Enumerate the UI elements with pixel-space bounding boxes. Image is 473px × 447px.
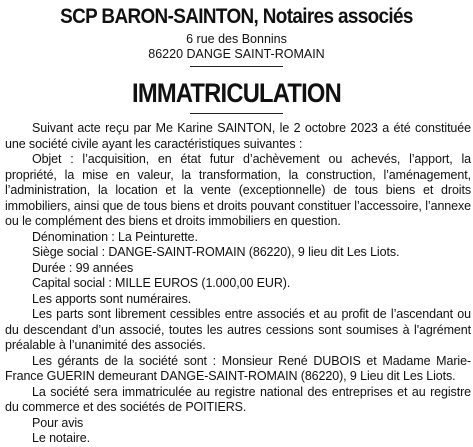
signature-line: Le notaire. <box>32 431 90 445</box>
apports-line: Les apports sont numéraires. <box>32 291 192 306</box>
divider <box>190 66 283 67</box>
gerants-paragraph: Les gérants de la société sont : Monsieur René DUBOIS et Madame Marie-France GUERIN demeurant DANGE-SAINT-ROMAIN (86220), 9 Lieu dit Les Liots. <box>5 353 471 383</box>
address-city: 86220 DANGE SAINT-ROMAIN <box>148 47 325 61</box>
notice-body <box>5 121 471 447</box>
address-street: 6 rue des Bonnins <box>186 32 287 46</box>
divider <box>190 113 283 114</box>
objet-paragraph: Objet : l’acquisition, en état futur d’achèvement ou achevés, l’apport, la propriété, la mise en valeur, la transformation, la construction, l’aménagement, l’administration, la location et la vente (exceptionnelle) de tous biens et droits immobiliers, ainsi que de tous biens et droits pouvant constituer l’accessoire, l’annexe ou le complément des biens et droits immobiliers en question. <box>5 152 471 228</box>
immatriculation-paragraph: La société sera immatriculée au registre national des entreprises et au registre du commerce et des sociétés de POITIERS. <box>5 384 471 414</box>
pour-avis-line: Pour avis <box>32 415 84 430</box>
intro-paragraph: Suivant acte reçu par Me Karine SAINTON, le 2 octobre 2023 a été constituée une société civile ayant les caractéristiques suivantes : <box>5 121 471 151</box>
denomination-line: Dénomination : La Peinturette. <box>32 229 198 244</box>
capital-line: Capital social : MILLE EUROS (1.000,00 EUR). <box>32 276 291 290</box>
siege-line: Siège social : DANGE-SAINT-ROMAIN (86220), 9 lieu dit Les Liots. <box>32 245 400 259</box>
notice-title: IMMATRICULATION <box>132 78 341 108</box>
duree-line: Durée : 99 années <box>32 260 134 275</box>
parts-paragraph: Les parts sont librement cessibles entre associés et au profit de l’ascendant ou du descendant d’un associé, toutes les autres cessions sont soumises à l'agrément préalable à l’unanimité des associés. <box>5 307 471 352</box>
firm-name: SCP BARON-SAINTON, Notaires associés <box>60 5 413 28</box>
